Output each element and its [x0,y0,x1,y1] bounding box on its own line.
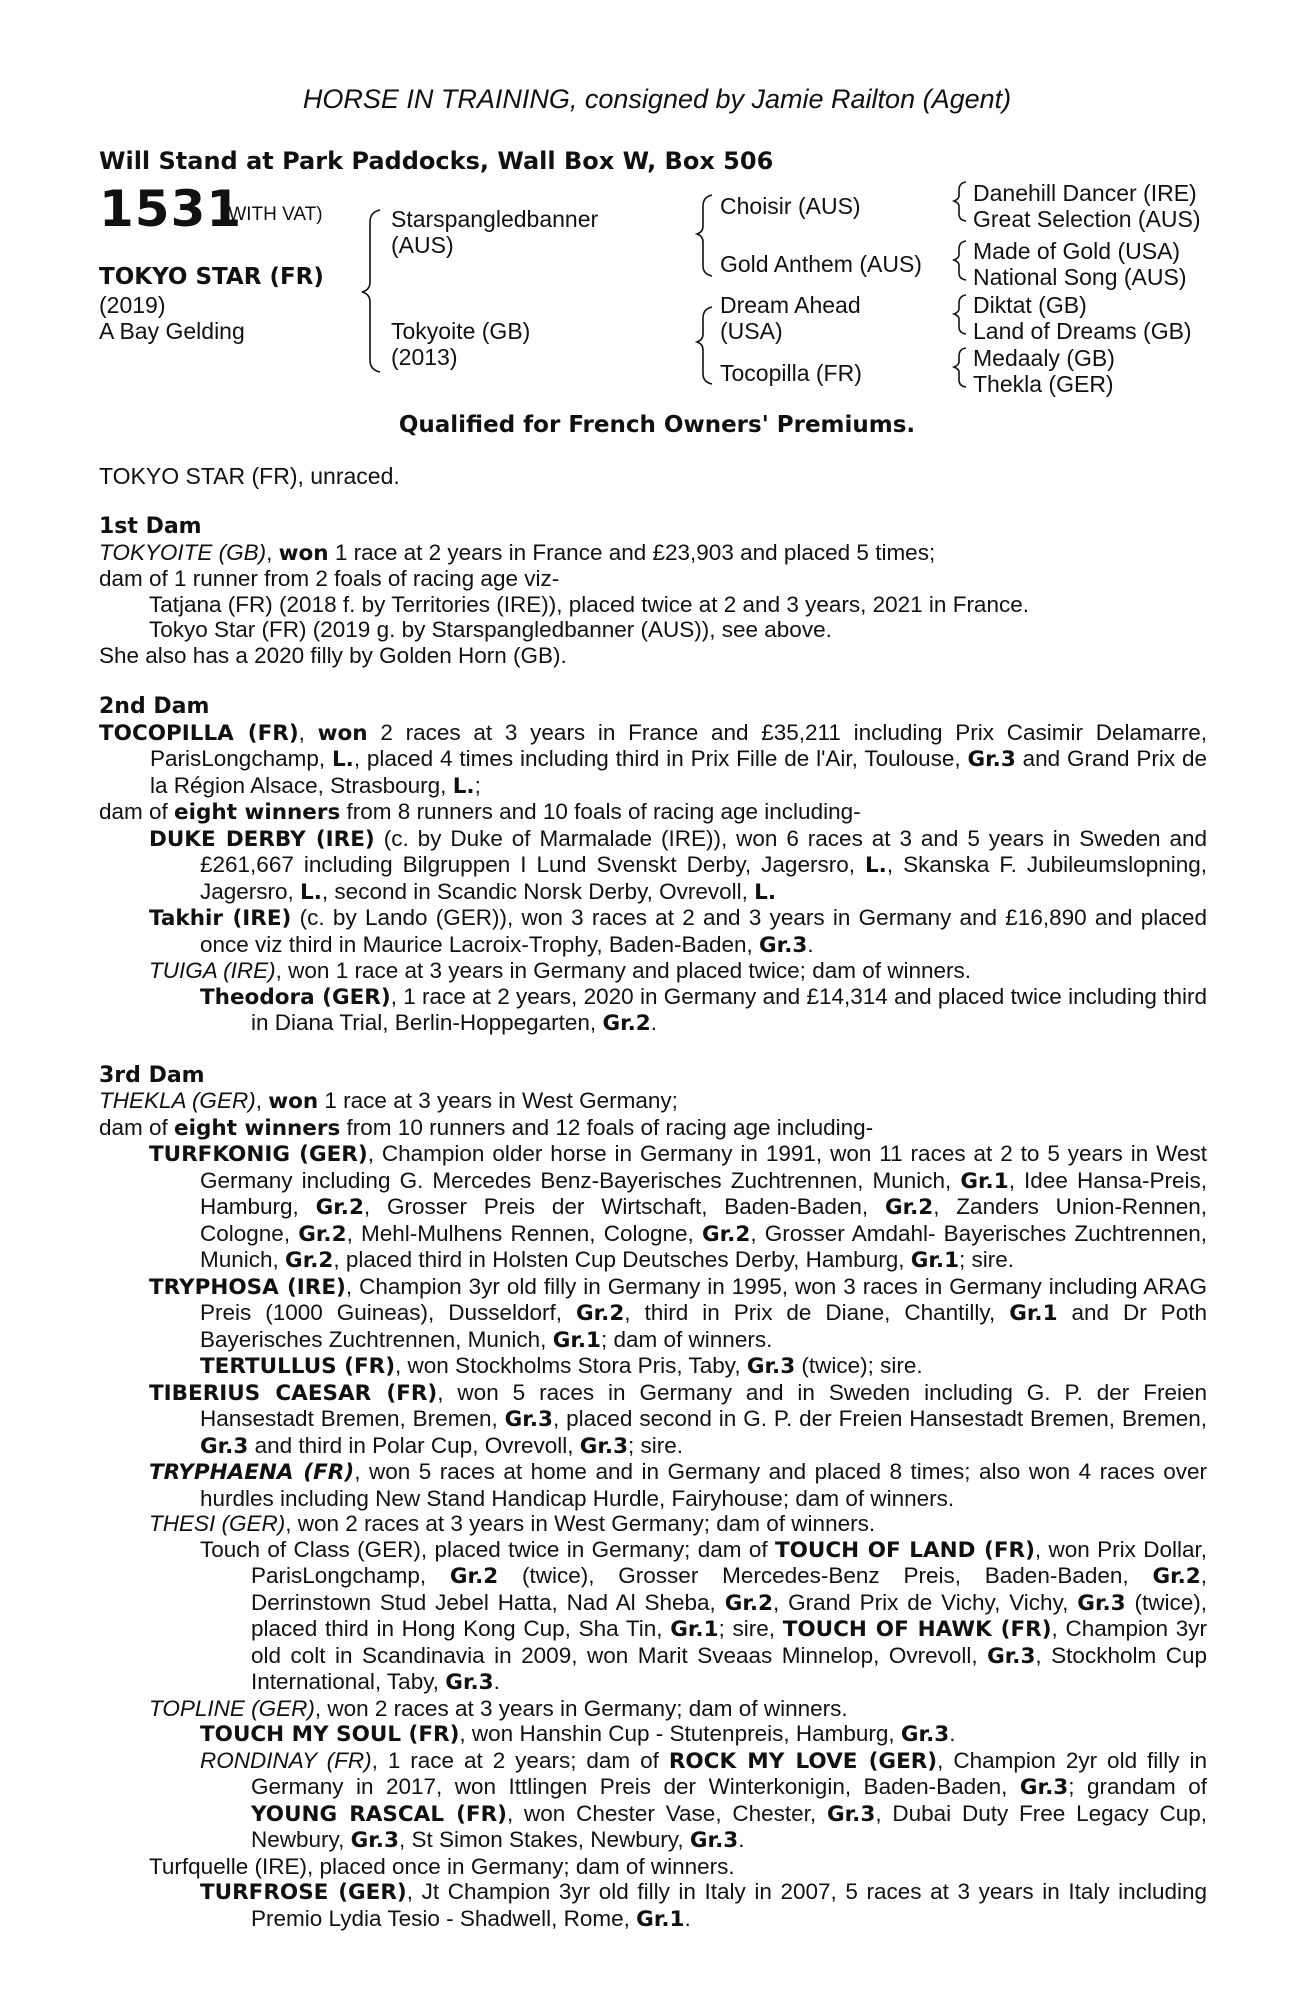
dam-record: TOKYOITE (GB), won 1 race at 2 years in France and £23,903 and placed 5 times; [99,539,936,566]
dam-record: TOCOPILLA (FR), won 2 races at 3 years in France and £35,211 including Prix Casimir Delamarre, ParisLongchamp, L., placed 4 times including third in Prix Fille de l'Air, Toulouse, Gr.3 and Grand Prix de la Région Alsace, Strasbourg, L.; [99,719,1207,799]
qualified-note: Qualified for French Owners' Premiums. [398,412,916,438]
lot-number: 1531 [99,180,243,238]
dam-name: Tokyoite (GB) [391,318,531,344]
produce-entry: TURFKONIG (GER), Champion older horse in Germany in 1991, won 11 races at 2 to 5 years in West Germany including G. Mercedes Benz-Bayerisches Zuchtrennen, Munich, Gr.1, Idee Hansa-Preis, Hamburg, Gr.2, Grosser Preis der Wirtschaft, Baden-Baden, Gr.2, Zanders Union-Rennen, Cologne, Gr.2, Mehl-Mulhens Rennen, Cologne, Gr.2, Grosser Amdahl- Bayerisches Zuchtrennen, Munich, Gr.2, placed third in Holsten Cup Deutsches Derby, Hamburg, Gr.1; sire. [149,1141,1208,1273]
sire-dam: Gold Anthem (AUS) [720,251,922,277]
produce-note: She also has a 2020 filly by Golden Horn (GB). [99,642,567,668]
dds: Medaaly (GB) [973,345,1115,371]
sire-country: (AUS) [391,232,454,258]
produce-entry: RONDINAY (FR), 1 race at 2 years; dam of ROCK MY LOVE (GER), Champion 2yr old filly in Germany in 2017, won Ittlingen Preis der Winterkonigin, Baden-Baden, Gr.3; grandam of YOUNG RASCAL (FR), won Chester Vase, Chester, Gr.3, Dubai Duty Free Legacy Cup, Newbury, Gr.3, St Simon Stakes, Newbury, Gr.3. [200,1747,1208,1853]
second-dam-section [99,694,1207,1037]
produce-entry: TOUCH MY SOUL (FR), won Hanshin Cup - Stutenpreis, Hamburg, Gr.3. [200,1721,956,1747]
produce-entry: Tatjana (FR) (2018 f. by Territories (IRE)), placed twice at 2 and 3 years, 2021 in France. [149,591,1029,617]
dam-sire-country: (USA) [720,318,783,344]
produce-entry: Tokyo Star (FR) (2019 g. by Starspangledbanner (AUS)), see above. [149,617,832,642]
produce-entry: TUIGA (IRE), won 1 race at 3 years in Germany and placed twice; dam of winners. [149,958,972,983]
dam-year: (2013) [391,344,458,370]
section-heading: 1st Dam [99,514,202,539]
family-details [99,514,1207,1932]
pedigree-brackets [0,0,1314,420]
sds: Made of Gold (USA) [973,238,1181,264]
produce-entry: Touch of Class (GER), placed twice in Germany; dam of TOUCH OF LAND (FR), won Prix Dollar, ParisLongchamp, Gr.2 (twice), Grosser Mercedes-Benz Preis, Baden-Baden, Gr.2, Derrinstown Stud Jebel Hatta, Nad Al Sheba, Gr.2, Grand Prix de Vichy, Vichy, Gr.3 (twice), placed third in Hong Kong Cup, Sha Tin, Gr.1; sire, TOUCH OF HAWK (FR), Champion 3yr old colt in Scandinavia in 2009, won Marit Sveaas Minnelop, Ovrevoll, Gr.3, Stockholm Cup International, Taby, Gr.3. [200,1536,1208,1695]
produce-summary: dam of eight winners from 8 runners and 10 foals of racing age including- [99,799,861,825]
produce-entry: Theodora (GER), 1 race at 2 years, 2020 in Germany and £14,314 and placed twice including third in Diana Trial, Berlin-Hoppegarten, Gr.2. [200,983,1207,1036]
sss: Danehill Dancer (IRE) [973,180,1197,206]
ddd: Thekla (GER) [973,371,1114,397]
dam-sire-name: Dream Ahead [720,292,861,318]
vat-note: (WITH VAT) [222,204,323,225]
produce-entry: Takhir (IRE) (c. by Lando (GER)), won 3 races at 2 and 3 years in Germany and £16,890 and placed once viz third in Maurice Lacroix-Trophy, Baden-Baden, Gr.3. [149,905,1208,958]
section-heading: 2nd Dam [99,694,210,719]
third-dam-section [99,1063,1207,1933]
ssd: Great Selection (AUS) [973,206,1201,232]
consignor-header: HORSE IN TRAINING, consigned by Jamie Railton (Agent) [302,84,1012,114]
race-record: TOKYO STAR (FR), unraced. [99,463,400,489]
produce-summary: dam of eight winners from 10 runners and 12 foals of racing age including- [99,1114,874,1141]
dss: Diktat (GB) [973,292,1087,318]
produce-entry: Turfquelle (IRE), placed once in Germany; dam of winners. [149,1853,735,1879]
produce-entry: TIBERIUS CAESAR (FR), won 5 races in Germany and in Sweden including G. P. der Freien Hansestadt Bremen, Bremen, Gr.3, placed second in G. P. der Freien Hansestadt Bremen, Bremen, Gr.3 and third in Polar Cup, Ovrevoll, Gr.3; sire. [149,1379,1208,1459]
produce-entry: DUKE DERBY (IRE) (c. by Duke of Marmalade (IRE)), won 6 races at 3 and 5 years in Sweden and £261,667 including Bilgruppen I Lund Svenskt Derby, Jagersro, L., Skanska F. Jubileumslopning, Jagersro, L., second in Scandic Norsk Derby, Ovrevoll, L. [149,825,1208,905]
horse-description: A Bay Gelding [99,318,245,344]
first-dam-section [99,514,1207,668]
produce-entry: THESI (GER), won 2 races at 3 years in West Germany; dam of winners. [149,1511,876,1536]
dam-record: THEKLA (GER), won 1 race at 3 years in West Germany; [99,1088,678,1114]
produce-entry: TERTULLUS (FR), won Stockholms Stora Pris, Taby, Gr.3 (twice); sire. [200,1353,923,1379]
produce-entry: TRYPHAENA (FR), won 5 races at home and in Germany and placed 8 times; also won 4 races over hurdles including New Stand Handicap Hurdle, Fairyhouse; dam of winners. [149,1459,1207,1511]
produce-entry: TOPLINE (GER), won 2 races at 3 years in Germany; dam of winners. [149,1695,848,1721]
horse-name: TOKYO STAR (FR) [99,264,324,290]
stand-location: Will Stand at Park Paddocks, Wall Box W, Box 506 [99,147,774,175]
section-heading: 3rd Dam [99,1062,205,1088]
horse-year: (2019) [99,292,166,318]
dsd: Land of Dreams (GB) [973,318,1192,344]
produce-entry: TURFROSE (GER), Jt Champion 3yr old filly in Italy in 2007, 5 races at 3 years in Italy including Premio Lydia Tesio - Shadwell, Rome, Gr.1. [200,1879,1207,1932]
sdd: National Song (AUS) [973,264,1187,290]
sire-name: Starspangledbanner [391,206,599,232]
sire-sire: Choisir (AUS) [720,193,861,219]
produce-summary: dam of 1 runner from 2 foals of racing age viz- [99,566,560,591]
produce-entry: TRYPHOSA (IRE), Champion 3yr old filly in Germany in 1995, won 3 races in Germany including ARAG Preis (1000 Guineas), Dusseldorf, Gr.2, third in Prix de Diane, Chantilly, Gr.1 and Dr Poth Bayerisches Zuchtrennen, Munich, Gr.1; dam of winners. [149,1273,1207,1353]
dam-dam: Tocopilla (FR) [720,360,862,386]
